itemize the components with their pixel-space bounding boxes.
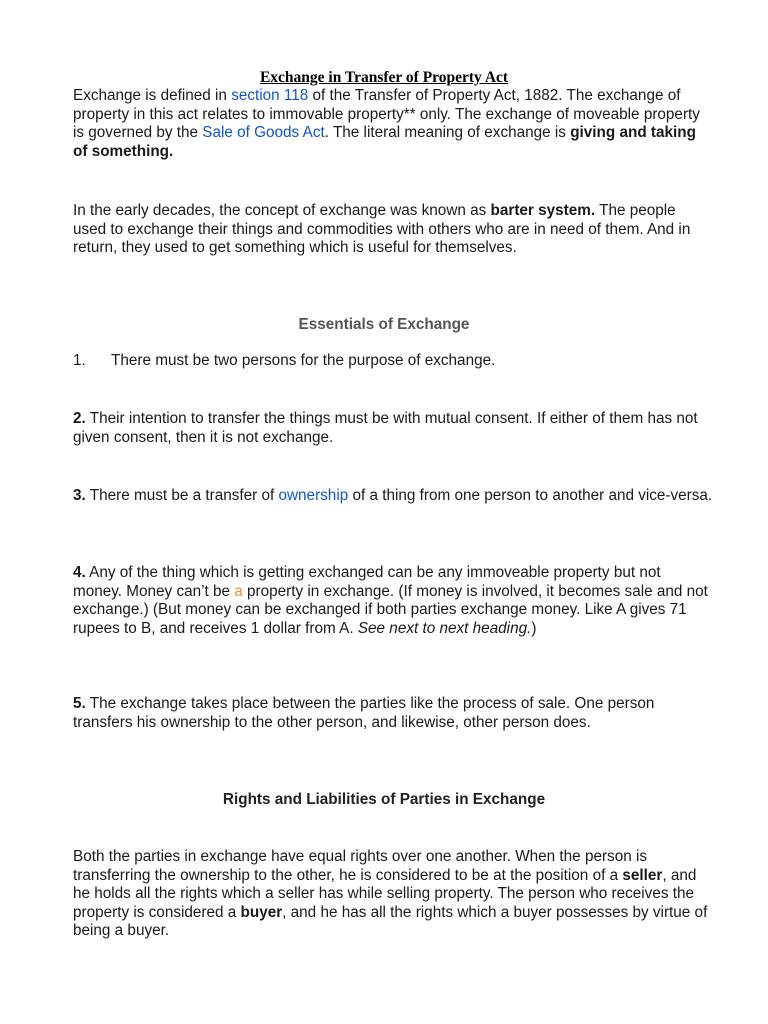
list-number: 1. <box>73 352 86 369</box>
intro-text-1: Exchange is defined in <box>73 87 232 104</box>
buyer-bold-text: buyer <box>240 903 283 921</box>
essential-item-1 <box>73 352 713 371</box>
rights-text-3: , and he has all the rights which a buyer possesses by virtue of being a buyer. <box>73 903 708 940</box>
list-item-text: property in exchange. (If money is involved, it becomes sale and not exchange.) (But money can be exchanged if both parties exchange money. Like A gives 71 rupees to B, and receives 1 dollar from A. <box>73 582 708 637</box>
barter-text-2: The people used to exchange their things and commodities with others who are in need of them. And in return, they used to get something which is useful for themselves. <box>73 202 691 257</box>
seller-bold-text: seller <box>622 866 663 884</box>
list-item-text: Their intention to transfer the things must be with mutual consent. If either of them has not given consent, then it is not exchange. <box>73 410 698 446</box>
intro-text-3: . The literal meaning of exchange is <box>324 124 571 142</box>
rights-text-2: , and he holds all the rights which a seller has while selling property. The person who receives the property is considered a <box>73 866 697 921</box>
list-item-text: of a thing from one person to another and vice-versa. <box>348 487 713 504</box>
intro-bold-text: giving and taking of something. <box>73 124 696 160</box>
rights-heading: Rights and Liabilities of Parties in Exchange <box>222 791 546 808</box>
list-number: 5. <box>73 695 86 712</box>
essentials-heading: Essentials of Exchange <box>298 316 470 333</box>
list-item-text: Any of the thing which is getting exchanged can be any immoveable property but not money. Money can’t be <box>73 564 661 600</box>
list-number: 2. <box>73 410 86 427</box>
barter-text-1: In the early decades, the concept of exchange was known as <box>73 202 491 219</box>
list-item-text: ) <box>531 619 537 637</box>
essential-item-3 <box>73 487 713 506</box>
italic-note: See next to next heading. <box>357 619 532 637</box>
barter-bold-text: barter system. <box>490 202 596 219</box>
sale-of-goods-act-link[interactable]: Sale of Goods Act <box>202 124 325 142</box>
section-118-link[interactable]: section 118 <box>231 87 309 104</box>
ownership-link[interactable]: ownership <box>278 487 349 504</box>
rights-paragraph <box>73 848 713 941</box>
essential-item-2 <box>73 410 713 447</box>
rights-text-1: Both the parties in exchange have equal rights over one another. When the person is transferring the ownership to the other, he is considered to be at the position of a <box>73 848 648 884</box>
list-item-text: The exchange takes place between the parties like the process of sale. One person transfers his ownership to the other person, and likewise, other person does. <box>73 695 655 731</box>
list-number: 3. <box>73 487 86 504</box>
essential-item-4 <box>73 564 713 638</box>
document-title: Exchange in Transfer of Property Act <box>259 69 509 86</box>
intro-paragraph <box>73 87 713 161</box>
list-item-text: There must be a transfer of <box>85 487 279 504</box>
essential-item-5 <box>73 695 713 732</box>
highlighted-word: a <box>234 582 243 600</box>
barter-paragraph <box>73 202 713 258</box>
list-item-text: There must be two persons for the purpose of exchange. <box>111 352 496 369</box>
list-number: 4. <box>73 564 86 581</box>
intro-text-2: of the Transfer of Property Act, 1882. The exchange of property in this act relates to immovable property** only. The exchange of moveable property is governed by the <box>73 87 700 142</box>
